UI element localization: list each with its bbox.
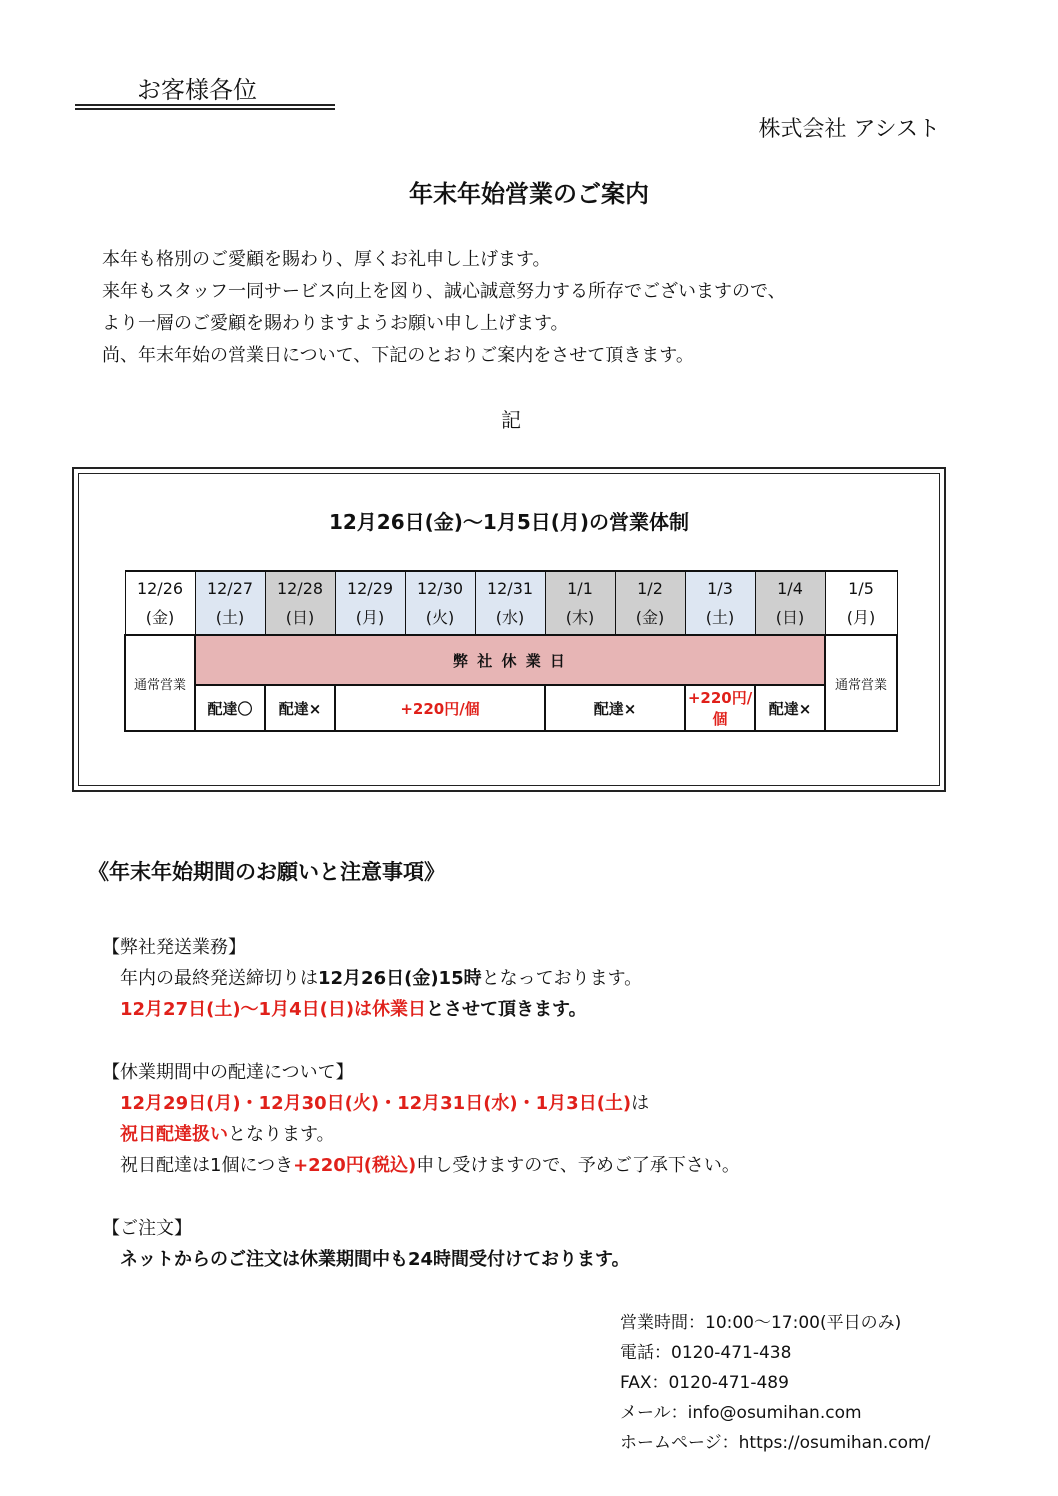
greeting-paragraph <box>102 244 786 372</box>
phone-number: 電話：0120-471-438 <box>620 1343 792 1363</box>
greeting-line: 本年も格別のご愛顧を賜わり、厚くお礼申し上げます。 <box>102 249 551 270</box>
page-title: 年末年始営業のご案内 <box>409 180 649 208</box>
delivery-1227: 配達〇 <box>195 685 265 731</box>
shipping-section <box>102 932 642 1025</box>
closed-days-cell: 弊 社 休 業 日 <box>195 635 825 685</box>
date-cell-0103: 1/3 (土) <box>685 571 755 635</box>
normal-business-left: 通常営業 <box>125 635 195 731</box>
homepage-url: ホームページ：https://osumihan.com/ <box>620 1433 931 1453</box>
delivery-1229-1231-fee: +220円/個 <box>335 685 545 731</box>
greeting-line: 尚、年末年始の営業日について、下記のとおりご案内をさせて頂きます。 <box>102 345 694 366</box>
schedule-title: 12月26日(金)～1月5日(月)の営業体制 <box>328 510 690 534</box>
shipping-heading: 【弊社発送業務】 <box>102 937 246 958</box>
delivery-1228: 配達× <box>265 685 335 731</box>
normal-business-right: 通常営業 <box>825 635 897 731</box>
order-line-1: ネットからのご注文は休業期間中も24時間受付けております。 <box>120 1249 630 1270</box>
delivery-line-1: 12月29日(月)・12月30日(火)・12月31日(水)・1月3日(土)は <box>120 1093 650 1114</box>
company-name: 株式会社 アシスト <box>758 117 940 142</box>
delivery-0103-fee: +220円/個 <box>685 685 755 731</box>
shipping-line-2: 12月27日(土)～1月4日(日)は休業日とさせて頂きます。 <box>120 999 587 1020</box>
contact-block <box>620 1308 930 1458</box>
ki-marker: 記 <box>501 408 521 432</box>
greeting-line: より一層のご愛顧を賜わりますようお願い申し上げます。 <box>102 313 569 334</box>
shipping-line-1: 年内の最終発送締切りは12月26日(金)15時となっております。 <box>120 968 643 989</box>
date-cell-0102: 1/2 (金) <box>615 571 685 635</box>
order-section <box>102 1213 630 1275</box>
closed-row <box>125 635 897 685</box>
date-row <box>125 571 897 635</box>
addressee: お客様各位 <box>137 76 257 104</box>
date-cell-0104: 1/4 (日) <box>755 571 825 635</box>
order-heading: 【ご注文】 <box>102 1218 192 1239</box>
date-cell-1228: 12/28 (日) <box>265 571 335 635</box>
fax-number: FAX：0120-471-489 <box>620 1373 789 1393</box>
addressee-underline <box>75 104 335 110</box>
notes-title: 《年末年始期間のお願いと注意事項》 <box>88 860 445 884</box>
date-cell-1231: 12/31 (水) <box>475 571 545 635</box>
business-hours: 営業時間：10:00～17:00(平日のみ) <box>620 1313 902 1333</box>
schedule-table <box>124 570 898 732</box>
greeting-line: 来年もスタッフ一同サービス向上を図り、誠心誠意努力する所存でございますので、 <box>102 281 786 302</box>
delivery-row <box>125 685 897 731</box>
email-address: メール：info@osumihan.com <box>620 1403 862 1423</box>
delivery-line-2: 祝日配達扱いとなります。 <box>120 1124 335 1145</box>
date-cell-1230: 12/30 (火) <box>405 571 475 635</box>
date-cell-0105: 1/5 (月) <box>825 571 897 635</box>
delivery-0101-0102: 配達× <box>545 685 685 731</box>
delivery-0104: 配達× <box>755 685 825 731</box>
date-cell-1229: 12/29 (月) <box>335 571 405 635</box>
delivery-section <box>102 1057 740 1181</box>
date-cell-1227: 12/27 (土) <box>195 571 265 635</box>
delivery-line-3: 祝日配達は1個につき+220円(税込)申し受けますので、予めご了承下さい。 <box>120 1155 740 1176</box>
delivery-heading: 【休業期間中の配達について】 <box>102 1062 354 1083</box>
date-cell-0101: 1/1 (木) <box>545 571 615 635</box>
date-cell-1226: 12/26 (金) <box>125 571 195 635</box>
